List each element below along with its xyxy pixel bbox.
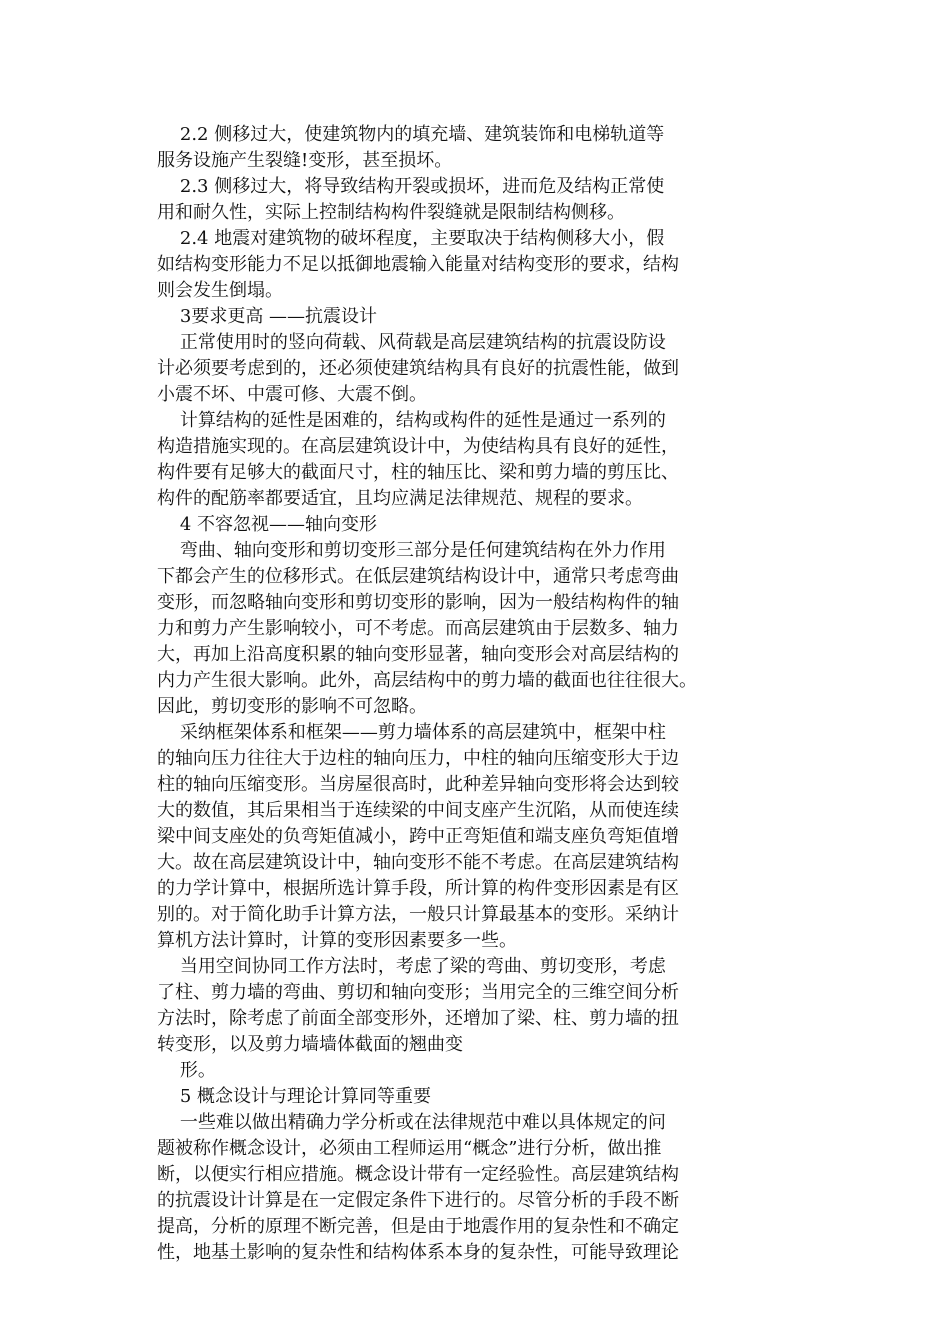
text-line: 2.4 地震对建筑物的破坏程度，主要取决于结构侧移大小，假 <box>157 228 665 249</box>
text-line: 计必须要考虑到的，还必须使建筑结构具有良好的抗震性能，做到 <box>157 358 679 379</box>
text-line: 构件要有足够大的截面尺寸，柱的轴压比、梁和剪力墙的剪压比、 <box>157 462 679 483</box>
text-line: 下都会产生的位移形式。在低层建筑结构设计中，通常只考虑弯曲 <box>157 566 679 587</box>
section-heading: 4 不容忽视——轴向变形 <box>157 514 378 535</box>
text-line: 梁中间支座处的负弯矩值减小，跨中正弯矩值和端支座负弯矩值增 <box>157 826 679 847</box>
text-line: 大，再加上沿高度积累的轴向变形显著，轴向变形会对高层结构的 <box>157 644 679 665</box>
text-line: 提高，分析的原理不断完善，但是由于地震作用的复杂性和不确定 <box>157 1216 679 1237</box>
text-line: 大的数值，其后果相当于连续梁的中间支座产生沉陷，从而使连续 <box>157 800 679 821</box>
text-line: 小震不坏、中震可修、大震不倒。 <box>157 384 427 405</box>
text-line: 方法时，除考虑了前面全部变形外，还增加了梁、柱、剪力墙的扭 <box>157 1008 679 1029</box>
text-line: 断，以便实行相应措施。概念设计带有一定经验性。高层建筑结构 <box>157 1164 679 1185</box>
text-line: 性，地基土影响的复杂性和结构体系本身的复杂性，可能导致理论 <box>157 1242 679 1263</box>
text-line: 因此，剪切变形的影响不可忽略。 <box>157 696 427 717</box>
text-line: 当用空间协同工作方法时，考虑了梁的弯曲、剪切变形，考虑 <box>157 956 666 977</box>
document-body <box>157 122 805 1266</box>
text-line: 变形，而忽略轴向变形和剪切变形的影响，因为一般结构构件的轴 <box>157 592 679 613</box>
text-line: 则会发生倒塌。 <box>157 280 283 301</box>
text-line: 一些难以做出精确力学分析或在法律规范中难以具体规定的问 <box>157 1112 666 1133</box>
text-line: 2.3 侧移过大，将导致结构开裂或损坏，进而危及结构正常使 <box>157 176 665 197</box>
text-line: 算机方法计算时，计算的变形因素要多一些。 <box>157 930 517 951</box>
text-line: 计算结构的延性是困难的，结构或构件的延性是通过一系列的 <box>157 410 666 431</box>
text-line: 服务设施产生裂缝!变形，甚至损坏。 <box>157 150 453 171</box>
section-heading: 5 概念设计与理论计算同等重要 <box>157 1086 432 1107</box>
text-line: 的抗震设计计算是在一定假定条件下进行的。尽管分析的手段不断 <box>157 1190 679 1211</box>
text-line: 的力学计算中，根据所选计算手段，所计算的构件变形因素是有区 <box>157 878 679 899</box>
text-line: 转变形，以及剪力墙墙体截面的翘曲变 <box>157 1034 463 1055</box>
text-line: 弯曲、轴向变形和剪切变形三部分是任何建筑结构在外力作用 <box>157 540 666 561</box>
text-line: 了柱、剪力墙的弯曲、剪切和轴向变形；当用完全的三维空间分析 <box>157 982 679 1003</box>
text-line: 如结构变形能力不足以抵御地震输入能量对结构变形的要求，结构 <box>157 254 679 275</box>
text-line: 别的。对于简化助手计算方法，一般只计算最基本的变形。采纳计 <box>157 904 679 925</box>
text-line: 力和剪力产生影响较小，可不考虑。而高层建筑由于层数多、轴力 <box>157 618 679 639</box>
text-line: 正常使用时的竖向荷载、风荷载是高层建筑结构的抗震设防设 <box>157 332 666 353</box>
text-line: 柱的轴向压缩变形。当房屋很高时，此种差异轴向变形将会达到较 <box>157 774 679 795</box>
text-line: 构造措施实现的。在高层建筑设计中，为使结构具有良好的延性， <box>157 436 679 457</box>
text-line: 用和耐久性，实际上控制结构构件裂缝就是限制结构侧移。 <box>157 202 625 223</box>
section-heading: 3要求更高 ——抗震设计 <box>157 306 378 327</box>
text-line: 形。 <box>157 1060 216 1081</box>
text-line: 内力产生很大影响。此外，高层结构中的剪力墙的截面也往往很大。 <box>157 670 697 691</box>
text-line: 题被称作概念设计，必须由工程师运用“概念”进行分析，做出推 <box>157 1138 662 1159</box>
text-line: 2.2 侧移过大，使建筑物内的填充墙、建筑装饰和电梯轨道等 <box>157 124 665 145</box>
text-line: 大。故在高层建筑设计中，轴向变形不能不考虑。在高层建筑结构 <box>157 852 679 873</box>
text-line: 采纳框架体系和框架——剪力墙体系的高层建筑中，框架中柱 <box>157 722 666 743</box>
text-line: 的轴向压力往往大于边柱的轴向压力，中柱的轴向压缩变形大于边 <box>157 748 679 769</box>
text-line: 构件的配筋率都要适宜，且均应满足法律规范、规程的要求。 <box>157 488 643 509</box>
